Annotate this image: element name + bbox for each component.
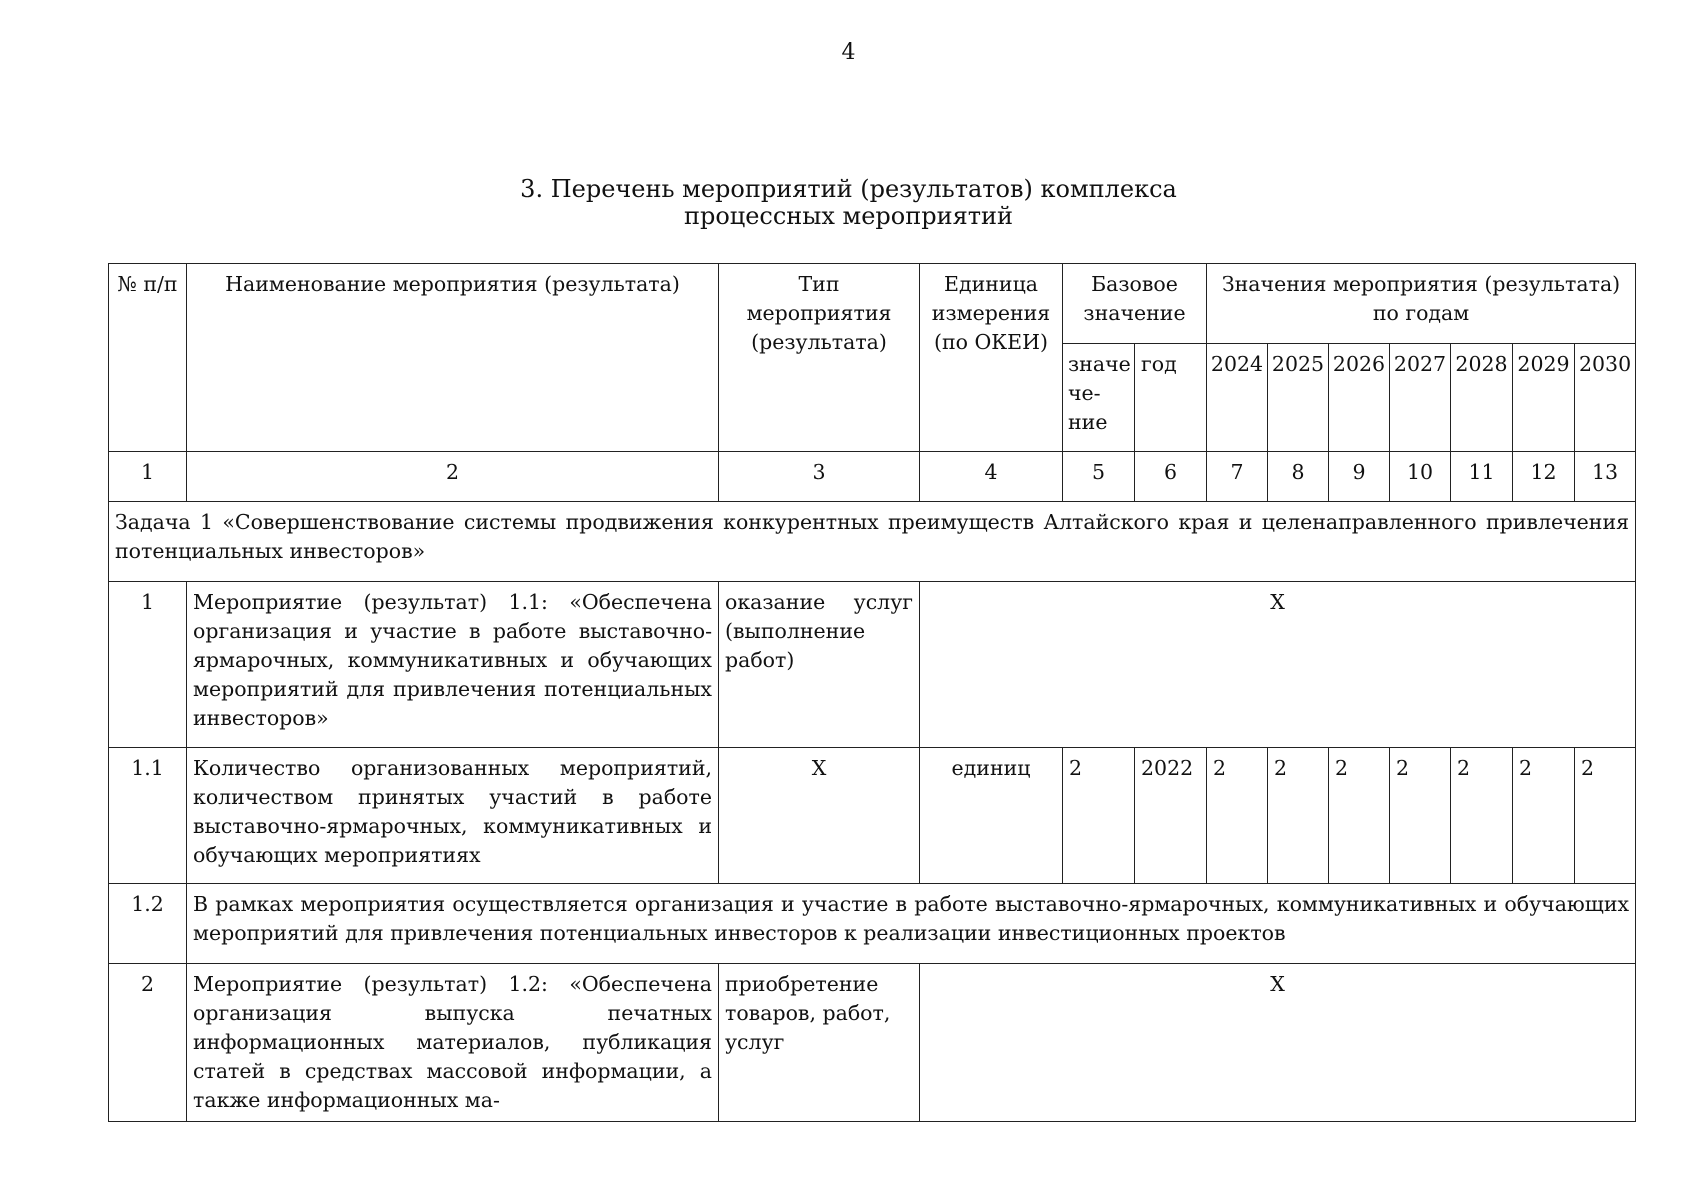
header-year-2027: 2027	[1390, 344, 1451, 452]
header-num: № п/п	[109, 264, 187, 452]
row-merged-x: Х	[920, 582, 1636, 748]
column-number: 4	[920, 452, 1063, 502]
row-base-value: 2	[1063, 748, 1135, 884]
row-name: Количество организованных мероприятий, количеством принятых участий в работе выставочно-ярмарочных, коммуникативных и обучающих мероприятиях	[187, 748, 719, 884]
header-row-1	[109, 264, 1636, 344]
header-year-2030: 2030	[1575, 344, 1636, 452]
header-name: Наименование мероприятия (результата)	[187, 264, 719, 452]
row-num: 2	[109, 964, 187, 1122]
column-number: 5	[1063, 452, 1135, 502]
header-year-2028: 2028	[1451, 344, 1513, 452]
task-row	[109, 502, 1636, 582]
table-row	[109, 748, 1636, 884]
header-type: Тип мероприятия (результата)	[719, 264, 920, 452]
row-value-2027: 2	[1390, 748, 1451, 884]
header-year-2026: 2026	[1329, 344, 1390, 452]
section-title-line1: 3. Перечень мероприятий (результатов) комплекса	[520, 175, 1177, 203]
column-number: 10	[1390, 452, 1451, 502]
row-merged-x: Х	[920, 964, 1636, 1122]
section-title-line2: процессных мероприятий	[683, 202, 1014, 230]
header-values: Значения мероприятия (результата) по годам	[1207, 264, 1636, 344]
header-year-2025: 2025	[1268, 344, 1329, 452]
row-num: 1.1	[109, 748, 187, 884]
header-base-year: год	[1135, 344, 1207, 452]
row-value-2024: 2	[1207, 748, 1268, 884]
header-unit: Единица измерения (по ОКЕИ)	[920, 264, 1063, 452]
row-value-2030: 2	[1575, 748, 1636, 884]
page-number: 4	[841, 40, 856, 65]
column-number: 11	[1451, 452, 1513, 502]
column-number: 1	[109, 452, 187, 502]
row-value-2026: 2	[1329, 748, 1390, 884]
header-base-value: значе че- ние	[1063, 344, 1135, 452]
table-row	[109, 884, 1636, 964]
row-type: оказание услуг (выполнение работ)	[719, 582, 920, 748]
row-name: Мероприятие (результат) 1.2: «Обеспечена организация выпуска печатных информационных материалов, публикация статей в средствах массовой информации, а также информационных ма-	[187, 964, 719, 1122]
table-row	[109, 964, 1636, 1122]
column-number: 12	[1513, 452, 1575, 502]
row-num: 1	[109, 582, 187, 748]
row-type: приобретение товаров, работ, услуг	[719, 964, 920, 1122]
row-value-2025: 2	[1268, 748, 1329, 884]
header-year-2024: 2024	[1207, 344, 1268, 452]
column-number: 9	[1329, 452, 1390, 502]
column-number: 8	[1268, 452, 1329, 502]
column-numbers-row	[109, 452, 1636, 502]
row-num: 1.2	[109, 884, 187, 964]
row-type: Х	[719, 748, 920, 884]
measures-table	[108, 263, 1636, 1122]
column-number: 3	[719, 452, 920, 502]
header-year-2029: 2029	[1513, 344, 1575, 452]
column-number: 2	[187, 452, 719, 502]
row-value-2029: 2	[1513, 748, 1575, 884]
column-number: 7	[1207, 452, 1268, 502]
table-row	[109, 582, 1636, 748]
task-1-text: Задача 1 «Совершенствование системы продвижения конкурентных преимуществ Алтайского края и целенаправленного привлечения потенциальных инвесторов»	[109, 502, 1636, 582]
row-name: Мероприятие (результат) 1.1: «Обеспечена организация и участие в работе выставочно-ярмарочных, коммуникативных и обучающих мероприятий для привлечения потенциальных инвесторов»	[187, 582, 719, 748]
row-unit: единиц	[920, 748, 1063, 884]
row-base-year: 2022	[1135, 748, 1207, 884]
section-title	[0, 176, 1697, 230]
header-base: Базовое значение	[1063, 264, 1207, 344]
column-number: 13	[1575, 452, 1636, 502]
row-description: В рамках мероприятия осуществляется организация и участие в работе выставочно-ярмарочных, коммуникативных и обучающих мероприятий для привлечения потенциальных инвесторов к реализации инвестиционных проектов	[187, 884, 1636, 964]
row-value-2028: 2	[1451, 748, 1513, 884]
column-number: 6	[1135, 452, 1207, 502]
